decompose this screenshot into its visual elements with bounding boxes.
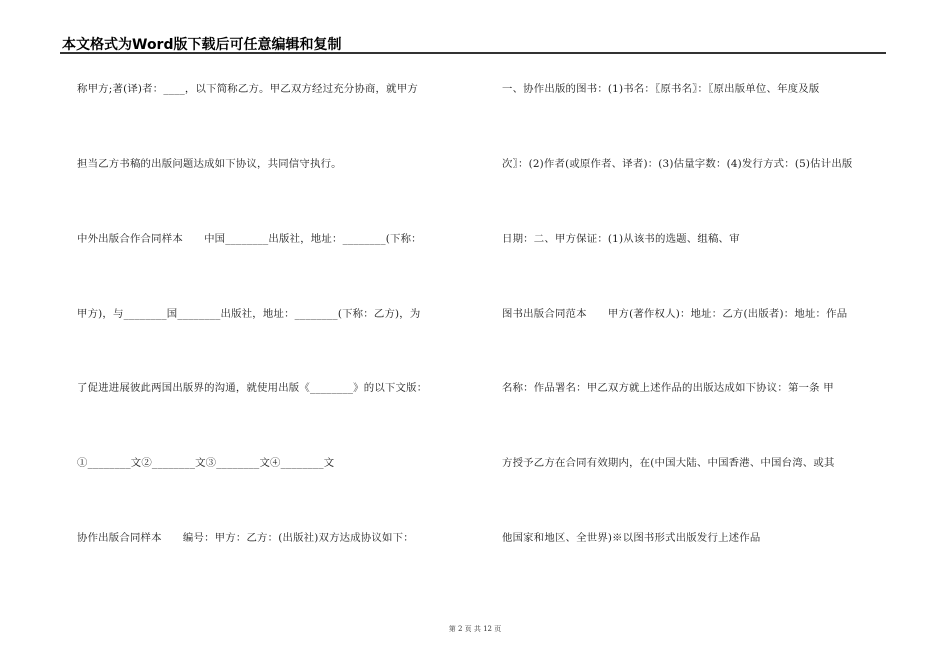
text-line: 了促进进展彼此两国出版界的沟通，就使用出版《________》的以下文版：	[77, 382, 428, 394]
document-header-title: 本文格式为Word版下载后可任意编辑和复制	[62, 37, 342, 53]
page-number-footer: 第 2 页 共 12 页	[448, 625, 502, 633]
text-line: ①________文②________文③________文④________文	[77, 457, 335, 469]
text-line: 他国家和地区、全世界)※以图书形式出版发行上述作品	[502, 532, 761, 544]
text-line: 担当乙方书稿的出版问题达成如下协议，共同信守执行。	[77, 158, 342, 170]
text-line: 图书出版合同范本 甲方(著作权人)：地址：乙方(出版者)：地址：作品	[502, 308, 848, 320]
text-line: 名称：作品署名：甲乙双方就上述作品的出版达成如下协议：第一条 甲	[502, 382, 834, 394]
text-line: 次〗：(2)作者(或原作者、译者)：(3)估量字数：(4)发行方式：(5)估计出版	[502, 158, 853, 170]
text-line: 一、协作出版的图书：(1)书名：〖原书名〗：〖原出版单位、年度及版	[502, 83, 820, 95]
text-line: 称甲方;著(译)者：____，以下简称乙方。甲乙双方经过充分协商，就甲方	[77, 83, 418, 95]
text-line: 方授予乙方在合同有效期内，在(中国大陆、中国香港、中国台湾、或其	[502, 457, 835, 469]
text-line: 协作出版合同样本 编号：甲方：乙方：(出版社)双方达成协议如下：	[77, 532, 414, 544]
text-line: 甲方)，与________国________出版社，地址：________(下称：乙方)，为	[77, 308, 421, 320]
text-line: 日期：二、甲方保证：(1)从该书的选题、组稿、审	[502, 233, 740, 245]
text-line: 中外出版合作合同样本 中国________出版社，地址：________(下称：	[77, 233, 422, 245]
header-divider	[60, 52, 886, 54]
